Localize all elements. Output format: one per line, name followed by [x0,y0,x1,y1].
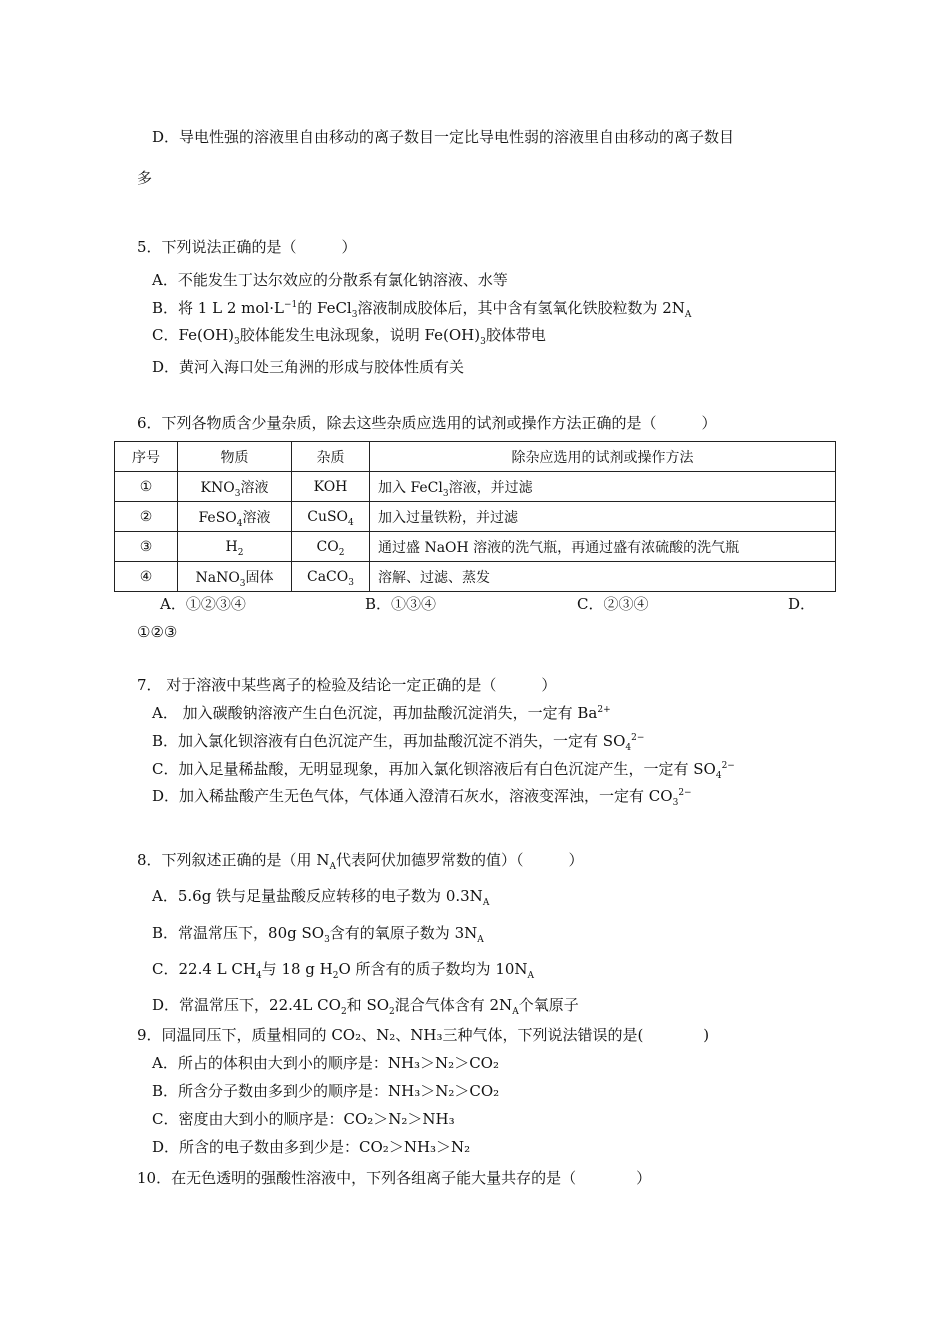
q7-option-a: A． 加入碳酸钠溶液产生白色沉淀，再加盐酸沉淀消失，一定有 $Ba^{2+}$ [152,704,611,722]
q5-option-c: C．$Fe(OH)_3$胶体能发生电泳现象，说明 $Fe(OH)_3$胶体带电 [152,326,546,347]
table-row [115,502,836,532]
table-header-row [115,442,836,472]
row-impurity: KOH [292,472,370,502]
q8-option-b: B．常温常压下，80g $SO_3$含有的氧原子数为 $3N_A$ [152,924,484,945]
row-substance: NaNO$_3$固体 [178,562,292,592]
q4-option-d-line1: D．导电性强的溶液里自由移动的离子数目一定比导电性弱的溶液里自由移动的离子数目 [152,128,735,146]
row-substance: $KNO_3$溶液 [178,472,292,502]
q9-option-c: C．密度由大到小的顺序是：CO₂＞N₂＞NH₃ [152,1110,455,1128]
q5-stem: 5．下列说法正确的是（ ） [137,238,357,256]
table-row [115,562,836,592]
q7-option-b: B．加入氯化钡溶液有白色沉淀产生，再加盐酸沉淀不消失，一定有 $SO_4^{2-}$ [152,732,645,753]
q6-option-a: A．①②③④ [160,595,246,613]
row-method: 通过盛 NaOH 溶液的洗气瓶，再通过盛有浓硫酸的洗气瓶 [370,532,836,562]
q5-option-a: A．不能发生丁达尔效应的分散系有氯化钠溶液、水等 [152,271,508,289]
row-method: 加入 FeCl$_3$溶液，并过滤 [370,472,836,502]
q6-option-d: D． [788,595,816,613]
row-impurity: CuSO$_4$ [292,502,370,532]
q7-stem: 7． 对于溶液中某些离子的检验及结论一定正确的是（ ） [137,676,557,694]
table-row [115,532,836,562]
q4-option-d-line2: 多 [137,169,153,187]
row-no: ③ [115,532,178,562]
q8-option-a: A．5.6g 铁与足量盐酸反应转移的电子数为 $0.3N_A$ [152,887,490,908]
row-no: ② [115,502,178,532]
q8-stem: 8．下列叙述正确的是（用 $N_A$代表阿伏加德罗常数的值）（ ） [137,851,584,872]
row-no: ④ [115,562,178,592]
header-substance: 物质 [178,442,292,472]
q6-option-b: B．①③④ [365,595,437,613]
q5-option-d: D．黄河入海口处三角洲的形成与胶体性质有关 [152,358,465,376]
header-impurity: 杂质 [292,442,370,472]
header-method: 除杂应选用的试剂或操作方法 [370,442,836,472]
q6-stem: 6．下列各物质含少量杂质，除去这些杂质应选用的试剂或操作方法正确的是（ ） [137,414,717,432]
q8-option-d: D．常温常压下，22.4L $CO_2$和 $SO_2$混合气体含有 $2N_A$个氧原子 [152,996,579,1017]
q6-option-d-value: ①②③ [137,623,178,641]
row-method: 加入过量铁粉，并过滤 [370,502,836,532]
q9-option-d: D．所含的电子数由多到少是：CO₂＞NH₃＞N₂ [152,1138,471,1156]
q8-option-c: C．22.4 L $CH_4$与 18 g $H_2O$ 所含有的质子数均为 $10N_A$ [152,960,535,981]
q9-option-b: B．所含分子数由多到少的顺序是：NH₃＞N₂＞CO₂ [152,1082,500,1100]
row-impurity: CaCO$_3$ [292,562,370,592]
row-method: 溶解、过滤、蒸发 [370,562,836,592]
impurity-table [114,441,836,592]
row-impurity: $CO_2$ [292,532,370,562]
row-substance: FeSO$_4$溶液 [178,502,292,532]
q9-stem: 9．同温同压下，质量相同的 CO₂、N₂、NH₃三种气体，下列说法错误的是( ) [137,1026,710,1044]
row-substance: $H_2$ [178,532,292,562]
q7-option-c: C．加入足量稀盐酸，无明显现象，再加入氯化钡溶液后有白色沉淀产生，一定有 $SO_4^{2-}$ [152,760,735,781]
q6-option-c: C．②③④ [577,595,649,613]
q9-option-a: A．所占的体积由大到小的顺序是：NH₃＞N₂＞CO₂ [152,1054,499,1072]
table-row [115,472,836,502]
header-no: 序号 [115,442,178,472]
row-no: ① [115,472,178,502]
q10-stem: 10．在无色透明的强酸性溶液中，下列各组离子能大量共存的是（ ） [137,1169,652,1187]
q7-option-d: D．加入稀盐酸产生无色气体，气体通入澄清石灰水，溶液变浑浊，一定有 $CO_3^{2-}$ [152,787,692,808]
q5-option-b: B．将 1 L 2 $mol\cdot L^{-1}$的 FeCl$_3$溶液制成胶体后，其中含有氢氧化铁胶粒数为 $2N_A$ [152,299,692,320]
